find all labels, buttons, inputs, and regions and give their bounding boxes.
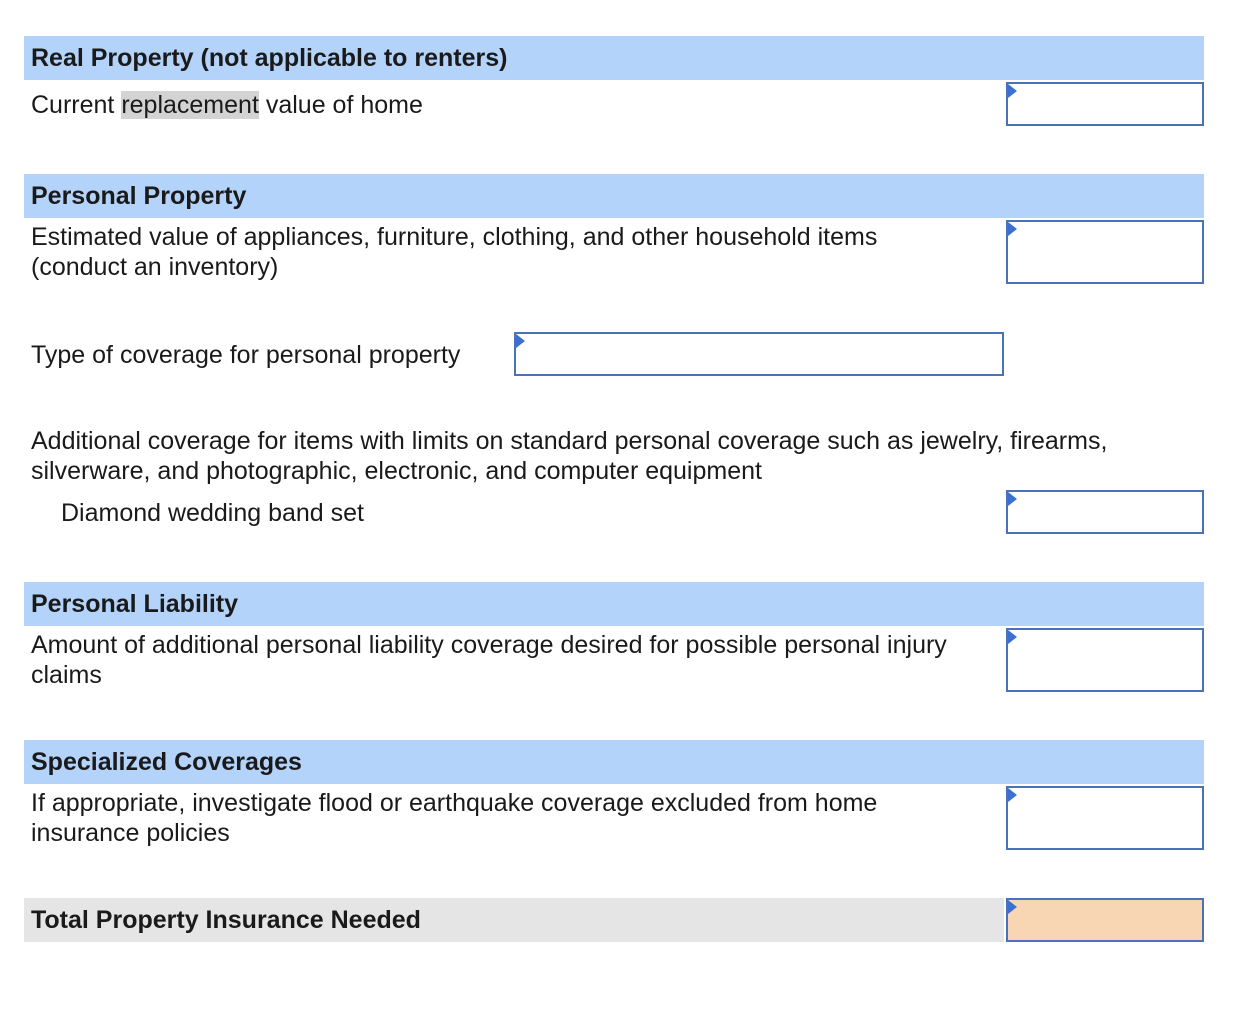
triangle-marker-icon (1008, 630, 1017, 644)
flood-earthquake-coverage-input[interactable] (1006, 786, 1204, 850)
triangle-marker-icon (516, 334, 525, 348)
current-replacement-value-label (31, 90, 423, 120)
estimated-value-label-line2: (conduct an inventory) (31, 253, 279, 281)
triangle-marker-icon (1008, 84, 1017, 98)
coverage-type-input[interactable] (514, 332, 1004, 376)
liability-label-line1: Amount of additional personal liability coverage desired for possible personal injury (31, 631, 947, 659)
replacement-value-input[interactable] (1006, 82, 1204, 126)
liability-coverage-input[interactable] (1006, 628, 1204, 692)
section-header-personal-property: Personal Property (24, 174, 1204, 218)
household-items-value-input[interactable] (1006, 220, 1204, 284)
section-header-real-property: Real Property (not applicable to renters) (24, 36, 1204, 80)
diamond-band-value-input[interactable] (1006, 490, 1204, 534)
specialized-label-line1: If appropriate, investigate flood or earthquake coverage excluded from home (31, 789, 878, 817)
additional-coverage-label-line1: Additional coverage for items with limits on standard personal coverage such as jewelry, firearms, (31, 427, 1108, 455)
triangle-marker-icon (1008, 788, 1017, 802)
triangle-marker-icon (1008, 900, 1017, 914)
label-part-current: Current (31, 91, 122, 119)
diamond-band-label: Diamond wedding band set (61, 499, 364, 527)
total-property-insurance-input[interactable] (1006, 898, 1204, 942)
specialized-label-line2: insurance policies (31, 819, 230, 847)
additional-coverage-label-line2: silverware, and photographic, electronic, and computer equipment (31, 457, 762, 485)
label-highlight-replacement: replacement (121, 91, 259, 119)
estimated-value-label-line1: Estimated value of appliances, furniture, clothing, and other household items (31, 223, 878, 251)
coverage-type-label: Type of coverage for personal property (31, 341, 461, 369)
section-header-specialized-coverages: Specialized Coverages (24, 740, 1204, 784)
total-property-insurance-label: Total Property Insurance Needed (24, 898, 1004, 942)
liability-label-line2: claims (31, 661, 102, 689)
section-header-personal-liability: Personal Liability (24, 582, 1204, 626)
triangle-marker-icon (1008, 222, 1017, 236)
triangle-marker-icon (1008, 492, 1017, 506)
label-part-value-of-home: value of home (258, 91, 423, 119)
